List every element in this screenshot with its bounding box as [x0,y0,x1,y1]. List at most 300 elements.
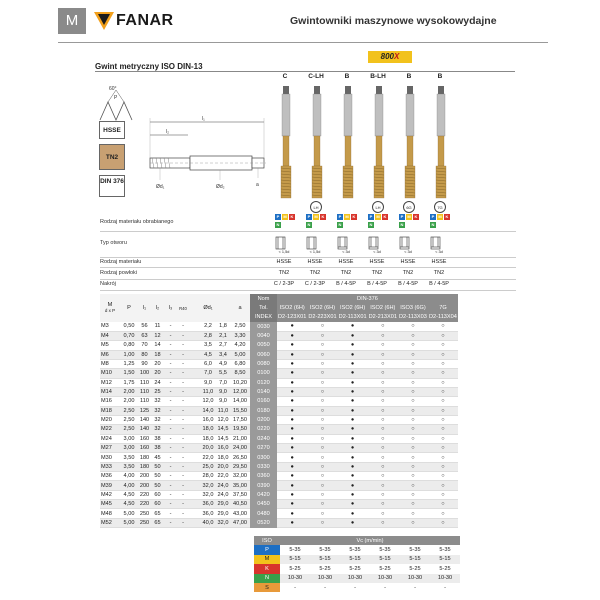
availability-mark: ● [277,378,307,387]
cell-l1: 160 [139,445,150,452]
cell-p: 2,50 [120,415,138,424]
index-header: D2-113X04 [428,314,457,321]
material-group-grid [306,214,330,230]
cell-r40: - [177,322,189,331]
cell-l2: 24 [151,378,164,387]
header-divider [58,42,548,43]
availability-mark: ● [277,341,307,350]
cell-d1: 4,5 [200,350,216,359]
nakroj-value: B / 4-5P [398,281,418,287]
cell-m: M18 [100,406,120,415]
table-row [100,481,458,490]
availability-mark: ○ [428,369,458,378]
cell-m: M6 [100,350,120,359]
availability-mark: ○ [428,378,458,387]
cell-p: 1,50 [120,369,138,378]
thread-standard-title: Gwint metryczny ISO DIN-13 [95,62,203,71]
material-n-icon: N [431,222,435,227]
availability-mark: ○ [307,350,337,359]
tool-column-header: C [282,73,288,80]
cell-a: 2,50 [230,322,250,331]
availability-mark: ○ [307,415,337,424]
availability-mark: ● [277,322,307,331]
cell-l2: 65 [151,518,164,527]
cell-m: M4 [100,331,120,340]
cell-l2: 50 [151,472,164,481]
tool-column-header: B [406,73,412,80]
cell-l3: - [164,397,177,406]
tol-header: ISO2 (6H) [368,303,398,312]
cell-r40: - [177,378,189,387]
availability-mark: ○ [368,350,398,359]
vc-value: 5-35 [340,545,370,554]
material-n-icon: N [307,222,311,227]
cell-l3: - [164,350,177,359]
material-group-grid [368,214,392,230]
iso-row [254,555,460,564]
cell-d1: 2,2 [200,322,216,331]
cell-d1: 3,5 [200,341,216,350]
cell-nom: 0080 [250,359,277,368]
cell-l3: - [164,359,177,368]
cell-m: M42 [100,490,120,499]
cell-l3: - [164,378,177,387]
cell-r40: - [177,369,189,378]
cell-l2: 25 [151,387,164,396]
vc-value: 5-35 [280,545,310,554]
cell-a: 6,80 [230,359,250,368]
tol-header: ISO2 (6H) [277,303,307,312]
cell-r40: - [177,406,189,415]
vc-value: - [430,583,460,592]
table-row [100,444,458,453]
cell-l3: - [164,462,177,471]
logo-mark-icon [94,12,114,30]
rodzaj-powloki-value: TN2 [309,270,321,276]
availability-mark: ○ [398,341,428,350]
availability-mark: ● [338,322,368,331]
cell-p: 0,50 [120,322,138,331]
availability-mark: ○ [307,331,337,340]
cell-p: 4,50 [120,500,138,509]
vc-value: 5-35 [400,545,430,554]
availability-mark: ○ [398,490,428,499]
material-din-box: DIN 376 [99,175,125,197]
material-n-icon: N [400,222,404,227]
cell-l1: 220 [139,491,150,498]
cell-p: 3,00 [120,444,138,453]
cell-l2: 32 [151,425,164,434]
availability-mark: ○ [428,425,458,434]
brand-badge-x: X [394,52,400,61]
availability-mark: ○ [307,490,337,499]
cell-d2: 32,0 [217,519,229,526]
cell-d1: 18,0 [200,425,216,434]
cell-r40: - [177,387,189,396]
l2-label: l₂ [166,129,170,135]
col-header-m: M d x P [100,294,120,322]
table-row [100,406,458,415]
cell-l2: 50 [151,462,164,471]
availability-mark: ● [338,415,368,424]
availability-mark: ○ [428,341,458,350]
cell-blank [189,331,200,340]
cell-p: 5,00 [120,509,138,518]
availability-mark: ○ [368,509,398,518]
availability-mark: ○ [307,472,337,481]
cell-l1: 110 [138,397,151,406]
cell-d2: 1,8 [216,322,230,331]
cell-l2: 50 [151,481,164,490]
cell-p: 4,00 [120,472,138,481]
hole-depth-value: < 3d [342,250,350,254]
availability-mark: ○ [368,500,398,509]
cell-p: 0,70 [120,331,138,340]
availability-mark: ○ [428,406,458,415]
table-row [100,331,458,340]
availability-mark: ○ [428,359,458,368]
cell-nom: 0060 [250,350,277,359]
cell-nom: 0050 [250,341,277,350]
tol-header: ISO2 (6H) [307,303,337,312]
table-row [100,509,458,518]
availability-mark: ○ [428,350,458,359]
cell-d1: 40,0 [200,518,216,527]
cell-m: M14 [100,387,120,396]
availability-mark: ○ [307,453,337,462]
vc-value: 5-25 [430,564,460,573]
cell-a: 3,30 [230,331,250,340]
tool-column-header: B [344,73,350,80]
cell-l3: - [164,453,177,462]
cell-l2: 32 [151,397,164,406]
index-header: D2-113X01 [338,314,367,321]
vc-value: 5-25 [280,564,310,573]
col-header-p: P [120,294,138,322]
cell-a: 40,50 [230,500,250,509]
label-rodzaj-materialu-obrabianego: Rodzaj materiału obrabianego [100,219,174,225]
rodzaj-materialu2-value: HSSE [400,259,416,265]
cell-l2: 65 [151,509,164,518]
cell-l3: - [164,444,177,453]
cell-l3: - [164,322,177,331]
cell-blank [189,322,200,331]
availability-mark: ○ [368,331,398,340]
cell-nom: 0120 [250,378,277,387]
availability-mark: ○ [368,472,398,481]
availability-mark: ● [338,462,368,471]
cell-p: 4,50 [120,490,138,499]
cell-d2: 16,0 [217,445,229,452]
availability-mark: ○ [398,378,428,387]
material-n-icon: N [369,222,373,227]
availability-mark: ○ [368,481,398,490]
cell-d1: 2,8 [200,331,216,340]
cell-m: M27 [100,444,120,453]
cell-d2: 12,0 [217,417,229,424]
rodzaj-materialu2-value: HSSE [276,259,292,265]
cell-l1: 110 [138,387,151,396]
cell-a: 37,50 [230,490,250,499]
material-k-icon: K [445,214,449,219]
cell-p: 3,50 [120,462,138,471]
availability-mark: ○ [428,444,458,453]
availability-mark: ○ [307,434,337,443]
tap-drawing [279,86,293,221]
cell-p: 1,00 [120,350,138,359]
cell-nom: 0300 [250,453,277,462]
availability-mark: ○ [428,481,458,490]
cell-l2: 12 [151,331,164,340]
cell-blank [189,397,200,406]
availability-mark: ○ [307,322,337,331]
availability-mark: ● [277,462,307,471]
availability-mark: ○ [368,369,398,378]
cell-p: 2,00 [120,397,138,406]
cell-blank [189,378,200,387]
rodzaj-materialu2-value: HSSE [338,259,354,265]
cell-l2: 20 [151,369,164,378]
cell-blank [189,341,200,350]
label-typ-otworu: Typ otworu [100,240,127,246]
vc-value: 10-30 [430,574,460,583]
rodzaj-powloki-value: TN2 [371,270,383,276]
cell-d2: 2,1 [216,331,230,340]
cell-r40: - [177,341,189,350]
category-badge: M [58,8,86,34]
availability-mark: ○ [307,462,337,471]
hole-depth-value: < 3d [373,250,381,254]
availability-mark: ○ [368,462,398,471]
material-k-icon: K [383,214,387,219]
availability-mark: ○ [428,397,458,406]
index-header: D2-113X03 [398,314,427,321]
vc-value: 5-25 [400,564,430,573]
cell-m: M30 [100,453,120,462]
cell-blank [189,481,200,490]
cell-blank [189,453,200,462]
cell-p: 0,80 [120,341,138,350]
material-p-icon: P [338,214,342,219]
cell-d2: 24,0 [217,491,229,498]
cell-blank [189,369,200,378]
cell-nom: 0200 [250,415,277,424]
cell-nom: 0040 [250,331,277,340]
col-header-l2: l₂ [151,294,164,322]
cell-l1: 250 [139,519,150,526]
availability-mark: ○ [398,359,428,368]
iso-row [254,583,460,592]
cell-p: 1,75 [120,378,138,387]
row-divider [100,257,516,258]
cell-m: M8 [100,359,120,368]
cell-a: 35,00 [230,481,250,490]
material-p-icon: P [276,214,280,219]
cell-a: 5,00 [230,350,250,359]
iso-row [254,545,460,554]
col-header-tol: Tol. [250,303,277,312]
vc-value: 5-35 [430,545,460,554]
cell-d2: 14,5 [217,426,229,433]
availability-mark: ○ [307,500,337,509]
availability-mark: ● [338,331,368,340]
cell-l1: 90 [138,359,151,368]
cell-d2: 18,0 [217,454,229,461]
availability-mark: ○ [428,322,458,331]
cell-d2: 14,5 [217,435,229,442]
label-nakroj: Nakrój [100,281,116,287]
cell-a: 17,50 [230,415,250,424]
tap-icon [341,86,355,216]
tool-column-header: C-LH [308,73,324,80]
cell-nom: 0140 [250,387,277,396]
availability-mark: ● [338,425,368,434]
vc-value: 5-25 [370,564,400,573]
availability-mark: ○ [428,331,458,340]
availability-mark: ● [277,509,307,518]
col-header-blank [189,294,200,322]
availability-mark: ● [338,518,368,527]
label-rodzaj-materialu: Rodzaj materiału [100,259,142,265]
availability-mark: ○ [398,322,428,331]
cell-a: 29,50 [230,462,250,471]
table-row [100,453,458,462]
material-group-grid [430,214,454,230]
cell-p: 3,50 [120,453,138,462]
cell-l1: 70 [138,341,151,350]
vc-value: 5-15 [310,555,340,564]
cell-a: 12,00 [230,387,250,396]
d1-label: Ød₁ [156,184,165,190]
cell-r40: - [177,472,189,481]
vc-value: 10-30 [280,574,310,583]
col-header-l1: l₁ [138,294,151,322]
cell-blank [189,406,200,415]
availability-mark: ● [277,350,307,359]
availability-mark: ○ [428,509,458,518]
cell-m: M16 [100,397,120,406]
tap-icon [310,86,324,216]
index-header: D2-123X01 [278,314,307,321]
cell-l3: - [164,472,177,481]
availability-mark: ● [277,490,307,499]
iso-code-cell: N [254,574,280,583]
cell-a: 43,00 [230,509,250,518]
col-header-r40: R40 [177,294,189,322]
availability-mark: ○ [398,387,428,396]
cell-l1: 180 [139,454,150,461]
cell-l2: 14 [151,341,164,350]
availability-mark: ● [338,509,368,518]
cell-blank [189,359,200,368]
p-label: P [114,95,118,101]
availability-mark: ○ [368,490,398,499]
cell-nom: 0240 [250,434,277,443]
cell-d1: 11,0 [200,387,216,396]
availability-mark: ● [338,481,368,490]
cell-l3: - [164,415,177,424]
cell-l3: - [164,369,177,378]
cell-d1: 32,0 [200,490,216,499]
cell-r40: - [177,509,189,518]
cell-l1: 100 [139,370,150,377]
cell-m: M48 [100,509,120,518]
vc-value: - [280,583,310,592]
rodzaj-powloki-value: TN2 [278,270,290,276]
iso-code-cell: K [254,564,280,573]
index-header: D2-223X01 [308,314,337,321]
cell-l3: - [164,490,177,499]
availability-mark: ● [277,415,307,424]
table-row [100,387,458,396]
cell-p: 2,50 [120,425,138,434]
availability-mark: ○ [398,462,428,471]
col-header-din: DIN-376 [277,294,458,303]
vc-value: 5-15 [370,555,400,564]
material-hsse-box: HSSE [99,121,125,139]
material-m-icon: M [407,214,411,219]
table-row [100,341,458,350]
nakroj-value: B / 4-5P [429,281,449,287]
material-p-icon: P [369,214,373,219]
availability-mark: ○ [428,434,458,443]
cell-l2: 38 [151,434,164,443]
availability-mark: ○ [368,453,398,462]
tol-header: ISO2 (6H) [338,303,368,312]
col-header-nom: Nom [250,294,277,303]
cell-d1: 14,0 [200,406,216,415]
availability-mark: ○ [428,387,458,396]
cell-l1: 220 [139,501,150,508]
cell-l3: - [164,518,177,527]
cell-d2: 29,0 [217,501,229,508]
vc-value: 5-35 [370,545,400,554]
hole-depth-value: < 1,5d [309,250,321,254]
table-row [100,397,458,406]
cell-d1: 16,0 [200,415,216,424]
vc-value: 5-15 [400,555,430,564]
iso-cutting-speed-table [254,536,460,592]
availability-mark: ○ [428,472,458,481]
col-header-a: a [230,294,250,322]
dimensions-table [100,294,458,528]
cell-r40: - [177,331,189,340]
availability-mark: ○ [398,509,428,518]
availability-mark: ○ [368,406,398,415]
cell-d1: 20,0 [200,444,216,453]
cell-p: 2,00 [120,387,138,396]
cell-l3: - [164,406,177,415]
cell-d2: 29,0 [217,510,229,517]
availability-mark: ○ [368,415,398,424]
tool-column-header: B [437,73,443,80]
table-row [100,472,458,481]
availability-mark: ○ [398,444,428,453]
material-group-grid [337,214,361,230]
cell-d1: 18,0 [200,434,216,443]
availability-mark: ○ [307,378,337,387]
rodzaj-powloki-value: TN2 [433,270,445,276]
cell-nom: 0520 [250,518,277,527]
cell-r40: - [177,350,189,359]
tool-badge: LH [310,201,322,213]
cell-l2: 18 [151,350,164,359]
availability-mark: ○ [368,518,398,527]
table-row [100,415,458,424]
tap-icon [434,86,448,216]
label-rodzaj-powloki: Rodzaj powłoki [100,270,137,276]
cell-l1: 56 [138,322,151,331]
